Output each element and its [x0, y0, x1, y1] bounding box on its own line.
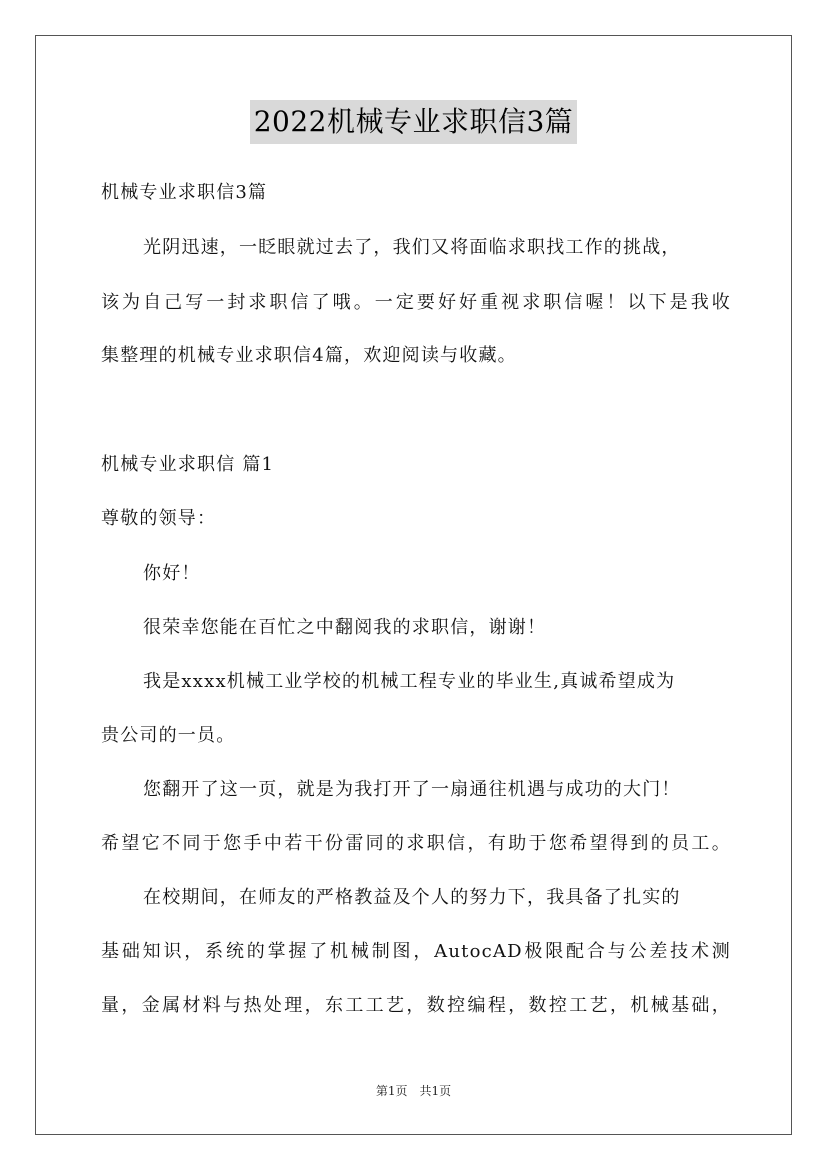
document-title: 2022机械专业求职信3篇 — [250, 100, 578, 144]
greeting: 你好！ — [143, 563, 201, 584]
section-heading: 机械专业求职信 篇1 — [101, 454, 275, 475]
title-container — [0, 100, 827, 144]
page-footer — [0, 1083, 827, 1099]
intro-line-2: 该为自己写一封求职信了哦。一定要好好重视求职信喔！以下是我收 — [101, 292, 731, 313]
salutation: 尊敬的领导： — [101, 508, 217, 529]
document-subtitle: 机械专业求职信3篇 — [101, 182, 268, 203]
body-line-3: 贵公司的一员。 — [101, 725, 236, 746]
body-line-5: 希望它不同于您手中若干份雷同的求职信，有助于您希望得到的员工。 — [101, 833, 731, 854]
intro-line-3: 集整理的机械专业求职信4篇，欢迎阅读与收藏。 — [101, 345, 517, 366]
intro-line-1: 光阴迅速，一眨眼就过去了，我们又将面临求职找工作的挑战， — [143, 237, 681, 258]
body-line-1: 很荣幸您能在百忙之中翻阅我的求职信，谢谢！ — [143, 617, 547, 638]
body-line-4: 您翻开了这一页，就是为我打开了一扇通往机遇与成功的大门！ — [143, 779, 681, 800]
page-total: 共1页 — [419, 1084, 452, 1098]
page-number: 第1页 — [375, 1084, 408, 1098]
body-line-2: 我是xxxx机械工业学校的机械工程专业的毕业生,真诚希望成为 — [143, 671, 676, 692]
body-line-7: 基础知识，系统的掌握了机械制图，AutocAD极限配合与公差技术测 — [101, 941, 731, 962]
body-line-6: 在校期间，在师友的严格教益及个人的努力下，我具备了扎实的 — [143, 887, 681, 908]
body-line-8: 量，金属材料与热处理，东工工艺，数控编程，数控工艺，机械基础， — [101, 995, 731, 1016]
